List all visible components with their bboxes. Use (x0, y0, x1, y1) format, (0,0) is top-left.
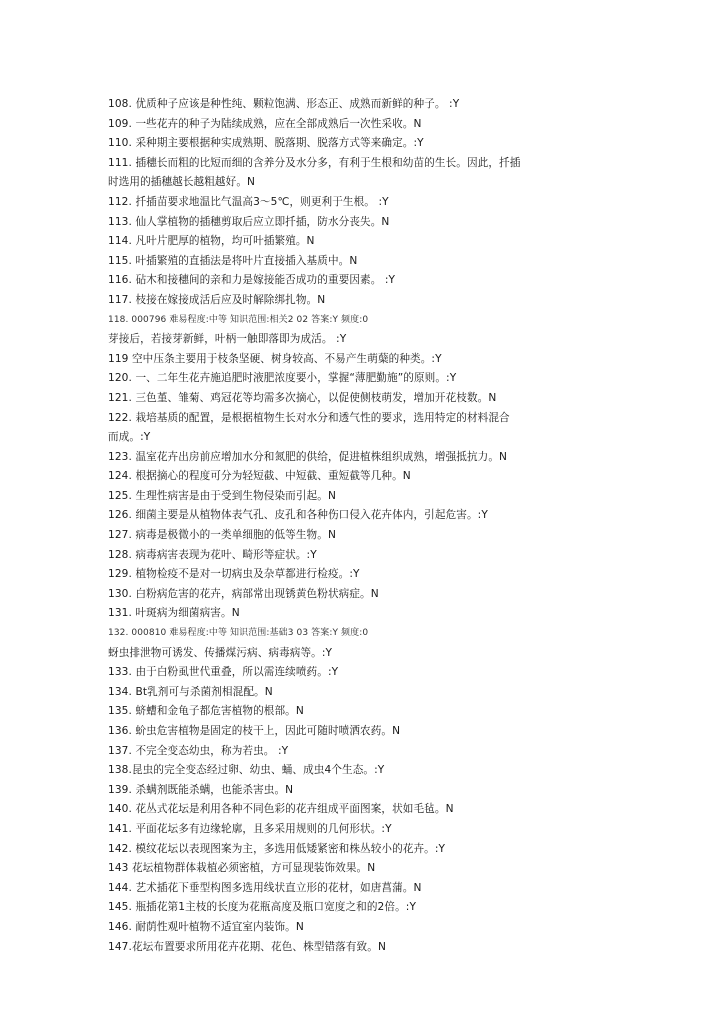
question-line: 蚜虫排泄物可诱发、传播煤污病、病毒病等。:Y (108, 646, 333, 659)
question-line: 143 花坛植物群体栽植必须密植，方可显现装饰效果。N (108, 862, 376, 875)
question-line: 120. 一、二年生花卉施追肥时液肥浓度要小，掌握“薄肥勤施”的原则。:Y (108, 372, 457, 385)
question-line: 117. 枝接在嫁接成活后应及时解除绑扎物。N (108, 293, 326, 306)
document-body (108, 95, 608, 957)
question-line: 144. 艺术插花下垂型构图多选用线状直立形的花材，如唐菖蒲。N (108, 881, 422, 894)
question-line: 108. 优质种子应该是种性纯、颗粒饱满、形态正、成熟而新鲜的种子。 :Y (108, 98, 460, 110)
question-line: 141. 平面花坛多有边缘轮廓，且多采用规则的几何形状。:Y (108, 822, 392, 835)
question-line: 114. 凡叶片肥厚的植物，均可叶插繁殖。N (108, 235, 315, 248)
question-line: 137. 不完全变态幼虫，称为若虫。 :Y (108, 744, 289, 757)
question-line: 146. 耐荫性观叶植物不适宜室内装饰。N (108, 920, 304, 933)
question-line: 122. 栽培基质的配置，是根据植物生长对水分和透气性的要求，选用特定的材料混合 (108, 411, 510, 424)
question-line: 109. 一些花卉的种子为陆续成熟，应在全部成熟后一次性采收。N (108, 117, 422, 130)
question-line: 134. Bt乳剂可与杀菌剂相混配。N (108, 685, 273, 698)
question-line: 110. 采种期主要根据种实成熟期、脱落期、脱落方式等来确定。:Y (108, 137, 424, 150)
question-line: 时选用的插穗越长越粗越好。N (108, 176, 256, 189)
question-line: 133. 由于白粉虱世代重叠，所以需连续喷药。:Y (108, 666, 339, 679)
question-line: 129. 植物检疫不是对一切病虫及杂草都进行检疫。:Y (108, 568, 360, 581)
question-line: 136. 蚧虫危害植物是固定的枝干上，因此可随时喷洒农药。N (108, 725, 401, 737)
question-line: 127. 病毒是极微小的一类单细胞的低等生物。N (108, 529, 336, 542)
question-line: 116. 砧木和接穗间的亲和力是嫁接能否成功的重要因素。 :Y (108, 274, 396, 287)
question-line: 125. 生理性病害是由于受到生物侵染而引起。N (108, 489, 336, 502)
question-line: 而成。:Y (108, 431, 151, 444)
question-line: 130. 白粉病危害的花卉，病部常出现锈黄色粉状病症。N (108, 587, 379, 600)
question-metadata-line: 132. 000810 难易程度:中等 知识范围:基础3 03 答案:Y 频度:0 (108, 628, 369, 639)
question-line: 131. 叶斑病为细菌病害。N (108, 607, 240, 620)
question-line: 147.花坛布置要求所用花卉花期、花色、株型错落有致。N (108, 940, 386, 953)
question-line: 121. 三色堇、雏菊、鸡冠花等均需多次摘心，以促使侧枝萌发，增加开花枝数。N (108, 391, 497, 404)
question-line: 126. 细菌主要是从植物体表气孔、皮孔和各种伤口侵入花卉体内，引起危害。:Y (108, 509, 488, 522)
question-line: 140. 花丛式花坛是利用各种不同色彩的花卉组成平面图案，状如毛毡。N (108, 803, 454, 816)
question-line: 芽接后，若接芽新鲜，叶柄一触即落即为成活。 :Y (108, 333, 347, 346)
question-line: 135. 蛴螬和金龟子都危害植物的根部。N (108, 705, 304, 718)
question-line: 123. 温室花卉出房前应增加水分和氮肥的供给，促进植株组织成熟，增强抵抗力。N (108, 450, 508, 463)
question-line: 124. 根据摘心的程度可分为轻短截、中短截、重短截等几种。N (108, 470, 411, 483)
question-line: 139. 杀螨剂既能杀螨，也能杀害虫。N (108, 783, 294, 796)
question-line: 142. 模纹花坛以表现图案为主，多选用低矮紧密和株丛较小的花卉。:Y (108, 842, 446, 855)
question-metadata-line: 118. 000796 难易程度:中等 知识范围:相关2 02 答案:Y 频度:0 (108, 314, 369, 325)
question-line: 119 空中压条主要用于枝条坚硬、树身较高、不易产生萌蘖的种类。:Y (108, 352, 442, 365)
question-line: 112. 扦插苗要求地温比气温高3～5℃，则更利于生根。 :Y (108, 195, 389, 208)
question-line: 138.昆虫的完全变态经过卵、幼虫、蛹、成虫4个生态。:Y (108, 764, 385, 777)
question-line: 111. 插穗长而粗的比短而细的含养分及水分多，有利于生根和幼苗的生长。因此，扦插 (108, 156, 521, 169)
question-line: 115. 叶插繁殖的直插法是将叶片直接插入基质中。N (108, 254, 358, 267)
question-line: 113. 仙人掌植物的插穗剪取后应立即扦插，防水分丧失。N (108, 215, 390, 228)
question-line: 128. 病毒病害表现为花叶、畸形等症状。:Y (108, 548, 317, 561)
question-line: 145. 瓶插花第1主枝的长度为花瓶高度及瓶口宽度之和的2倍。:Y (108, 901, 417, 914)
